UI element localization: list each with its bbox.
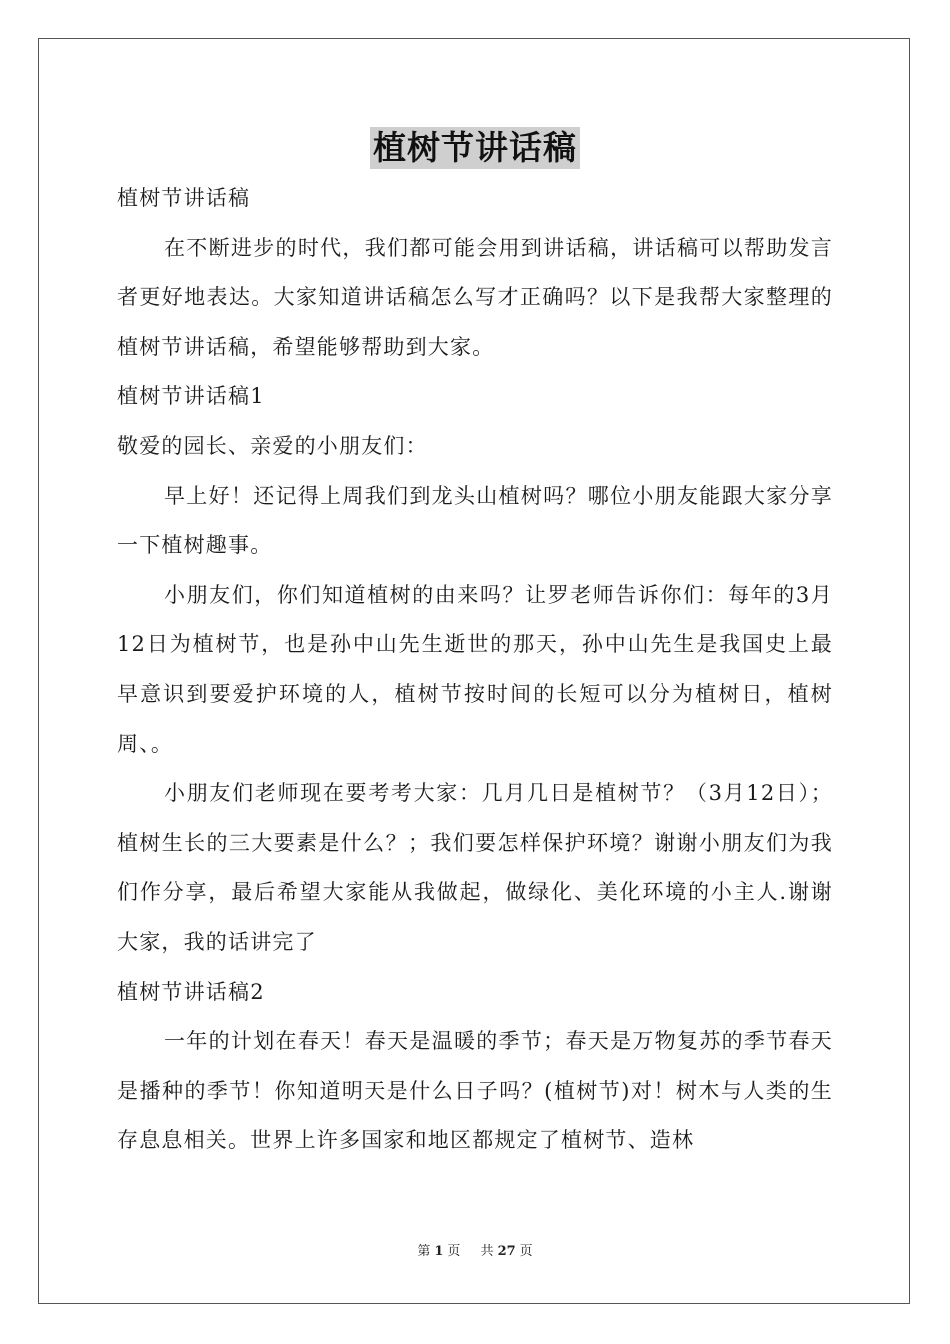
page-number: 1 [434, 1244, 444, 1259]
page-footer [0, 1240, 950, 1259]
total-pages: 27 [497, 1244, 516, 1259]
paragraph: 一年的计划在春天！春天是温暖的季节；春天是万物复苏的季节春天是播种的季节！你知道明天是什么日子吗？(植树节)对！树木与人类的生存息息相关。世界上许多国家和地区都规定了植树节、造林 [117, 1029, 833, 1153]
salutation: 敬爱的园长、亲爱的小朋友们： [117, 433, 428, 458]
document-body [117, 174, 833, 1166]
paragraph-subtitle: 植树节讲话稿 [117, 186, 251, 210]
section-heading-1: 植树节讲话稿1 [117, 384, 265, 409]
document-title: 植树节讲话稿 [370, 127, 580, 169]
paragraph: 小朋友们老师现在要考考大家：几月几日是植树节？（3月12日）；植树生长的三大要素是什么？；我们要怎样保护环境？谢谢小朋友们为我们作分享，最后希望大家能从我做起，做绿化、美化环境的小主人.谢谢大家，我的话讲完了 [117, 781, 833, 954]
title-container [0, 127, 950, 169]
page-indicator: 第 1 页 [417, 1244, 461, 1259]
section-heading-2: 植树节讲话稿2 [117, 979, 265, 1004]
paragraph-intro: 在不断进步的时代，我们都可能会用到讲话稿，讲话稿可以帮助发言者更好地表达。大家知道讲话稿怎么写才正确吗？以下是我帮大家整理的植树节讲话稿，希望能够帮助到大家。 [117, 235, 833, 359]
paragraph: 早上好！还记得上周我们到龙头山植树吗？哪位小朋友能跟大家分享一下植树趣事。 [117, 483, 833, 558]
paragraph: 小朋友们，你们知道植树的由来吗？让罗老师告诉你们：每年的3月12日为植树节，也是孙中山先生逝世的那天，孙中山先生是我国史上最早意识到要爱护环境的人，植树节按时间的长短可以分为植树日，植树周、。 [117, 582, 833, 756]
total-pages-indicator: 共 27 页 [480, 1244, 533, 1259]
